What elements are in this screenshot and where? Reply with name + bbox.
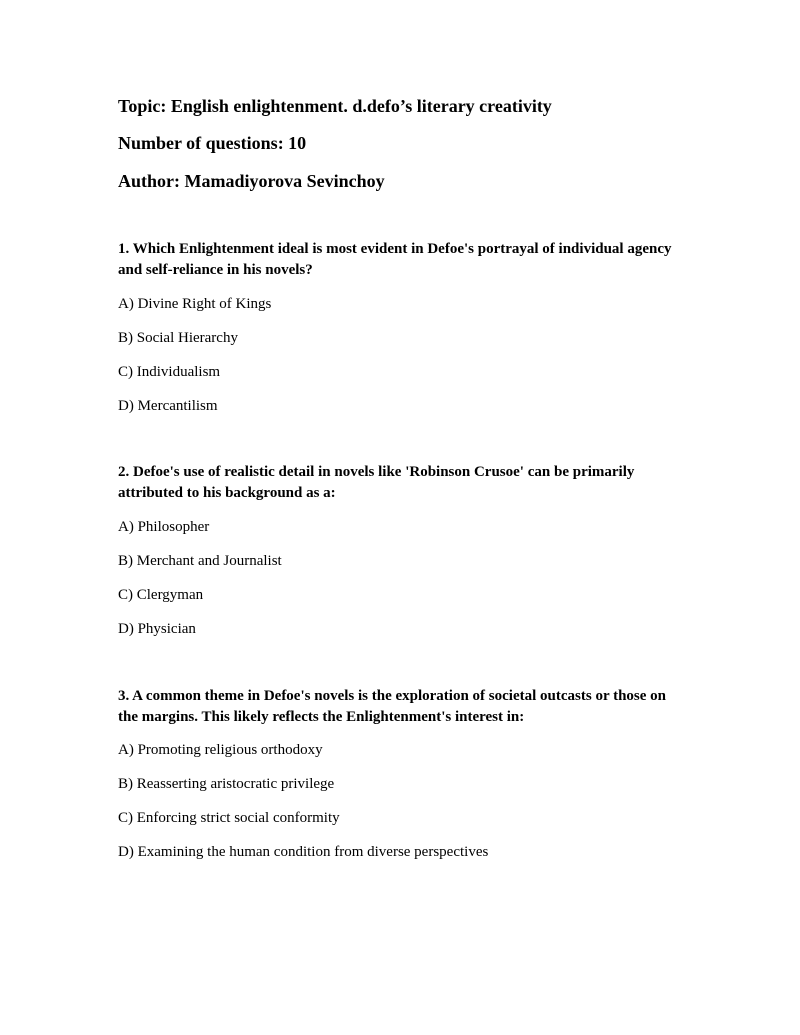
author-heading: Author: Mamadiyorova Sevinchoy	[118, 171, 385, 191]
question-3-option-c: C) Enforcing strict social conformity	[118, 810, 340, 826]
question-1-option-b: B) Social Hierarchy	[118, 330, 238, 346]
question-1-text: 1. Which Enlightenment ideal is most evident in Defoe's portrayal of individual agency and self-reliance in his novels?	[118, 241, 672, 278]
question-2-option-b: B) Merchant and Journalist	[118, 553, 282, 569]
question-2-option-a: A) Philosopher	[118, 519, 210, 535]
question-2-option-d: D) Physician	[118, 621, 196, 637]
question-2-option-c: C) Clergyman	[118, 587, 204, 603]
question-count-heading: Number of questions: 10	[118, 133, 307, 153]
topic-heading: Topic: English enlightenment. d.defo’s literary creativity	[118, 96, 552, 116]
question-3-option-b: B) Reasserting aristocratic privilege	[118, 776, 335, 792]
question-3-option-d: D) Examining the human condition from diverse perspectives	[118, 844, 489, 860]
question-3-text: 3. A common theme in Defoe's novels is the exploration of societal outcasts or those on the margins. This likely reflects the Enlightenment's interest in:	[118, 688, 667, 725]
question-3-option-a: A) Promoting religious orthodoxy	[118, 742, 323, 758]
question-2-text: 2. Defoe's use of realistic detail in novels like 'Robinson Crusoe' can be primarily attributed to his background as a:	[118, 464, 635, 501]
question-1-option-d: D) Mercantilism	[118, 398, 218, 414]
question-1-option-a: A) Divine Right of Kings	[118, 296, 272, 312]
question-1-option-c: C) Individualism	[118, 364, 221, 380]
